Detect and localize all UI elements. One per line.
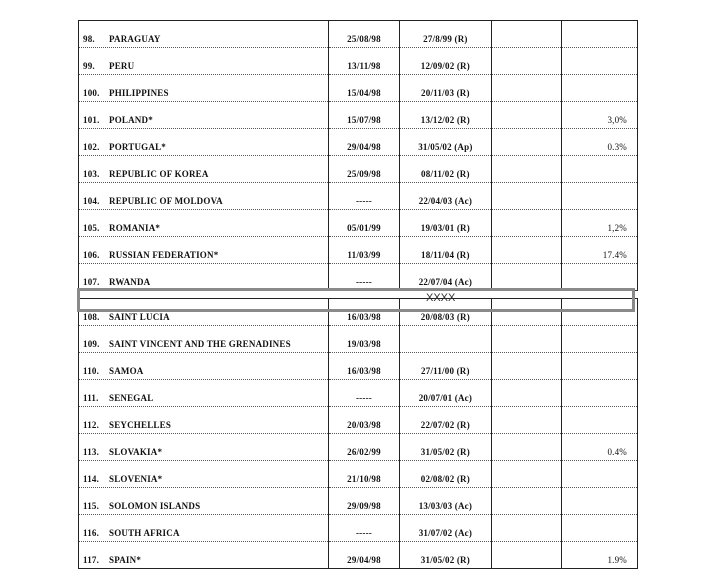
ratification-date: 12/09/02 (R) [399, 48, 491, 75]
ratification-date: 08/11/02 (R) [399, 156, 491, 183]
table-row [79, 75, 638, 102]
emission-share [561, 156, 637, 183]
emission-share [561, 488, 637, 515]
ratification-date: 19/03/01 (R) [399, 210, 491, 237]
table-body [79, 21, 638, 569]
column-4-cell [492, 156, 562, 183]
column-4-cell [492, 299, 562, 326]
table-row [79, 407, 638, 434]
row-number: 99. [83, 61, 95, 71]
row-number: 112. [83, 420, 100, 430]
signature-date: 29/04/98 [329, 542, 399, 569]
ratification-date: 02/08/02 (R) [399, 461, 491, 488]
emission-share: 1,2% [561, 210, 637, 237]
row-number: 116. [83, 528, 100, 538]
table-row [79, 156, 638, 183]
signature-date: 29/04/98 [329, 129, 399, 156]
column-4-cell [492, 264, 562, 291]
signature-date: 25/08/98 [329, 21, 399, 48]
country-name: PARAGUAY [109, 34, 161, 44]
ratification-date: 27/11/00 (R) [399, 353, 491, 380]
table-row [79, 434, 638, 461]
column-4-cell [492, 542, 562, 569]
signature-date: 21/10/98 [329, 461, 399, 488]
signature-date: 25/09/98 [329, 156, 399, 183]
ratification-date: 31/05/02 (R) [399, 542, 491, 569]
row-number: 104. [83, 196, 100, 206]
column-4-cell [492, 353, 562, 380]
emission-share [561, 380, 637, 407]
emission-share: 3,0% [561, 102, 637, 129]
table-row [79, 21, 638, 48]
country-name: PORTUGAL* [109, 142, 166, 152]
emission-share: 0.4% [561, 434, 637, 461]
emission-share [561, 515, 637, 542]
row-number: 103. [83, 169, 100, 179]
emission-share [561, 299, 637, 326]
ratification-date: 13/03/03 (Ac) [399, 488, 491, 515]
country-name: SOLOMON ISLANDS [109, 501, 201, 511]
emission-share [561, 353, 637, 380]
country-name: SAMOA [109, 366, 144, 376]
signature-date: 13/11/98 [329, 48, 399, 75]
row-number: 110. [83, 366, 100, 376]
signature-date: 16/03/98 [329, 353, 399, 380]
row-number: 105. [83, 223, 100, 233]
column-4-cell [492, 461, 562, 488]
signature-date: ----- [329, 264, 399, 291]
ratification-date: 22/07/02 (R) [399, 407, 491, 434]
column-4-cell [492, 75, 562, 102]
signature-date: 29/09/98 [329, 488, 399, 515]
ratification-date: 31/05/02 (Ap) [399, 129, 491, 156]
row-number: 100. [83, 88, 100, 98]
country-name: REPUBLIC OF KOREA [109, 169, 209, 179]
ratification-date-redacted [399, 326, 491, 353]
column-4-cell [492, 210, 562, 237]
emission-share [561, 407, 637, 434]
country-name: PHILIPPINES [109, 88, 169, 98]
ratification-date: 31/07/02 (Ac) [399, 515, 491, 542]
ratification-date: 27/8/99 (R) [399, 21, 491, 48]
country-name: SLOVENIA* [109, 474, 163, 484]
column-4-cell [492, 380, 562, 407]
country-name: SAINT LUCIA [109, 312, 170, 322]
ratification-table [78, 20, 638, 569]
column-4-cell [492, 48, 562, 75]
column-4-cell [492, 434, 562, 461]
signature-date: ----- [329, 380, 399, 407]
country-name: POLAND* [109, 115, 153, 125]
column-4-cell [492, 326, 562, 353]
row-number: 98. [83, 34, 95, 44]
table-row [79, 488, 638, 515]
signature-date: ----- [329, 515, 399, 542]
table-row [79, 48, 638, 75]
signature-date: 05/01/99 [329, 210, 399, 237]
row-number: 113. [83, 447, 100, 457]
row-number: 107. [83, 277, 100, 287]
column-4-cell [492, 183, 562, 210]
table-row [79, 210, 638, 237]
country-name: RUSSIAN FEDERATION* [109, 250, 219, 260]
country-name: SAINT VINCENT AND THE GRENADINES [109, 339, 291, 349]
row-number: 109. [83, 339, 100, 349]
row-number: 115. [83, 501, 100, 511]
signature-date: 20/03/98 [329, 407, 399, 434]
emission-share [561, 21, 637, 48]
row-number: 101. [83, 115, 100, 125]
emission-share [561, 264, 637, 291]
table-row [79, 129, 638, 156]
country-name: RWANDA [109, 277, 151, 287]
table-row [79, 183, 638, 210]
table-row [79, 102, 638, 129]
signature-date: 11/03/99 [329, 237, 399, 264]
table-row [79, 515, 638, 542]
emission-share [561, 461, 637, 488]
row-number: 117. [83, 555, 100, 565]
column-4-cell [492, 237, 562, 264]
ratification-date: 20/08/03 (R) [399, 299, 491, 326]
table-row [79, 237, 638, 264]
row-number: 106. [83, 250, 100, 260]
table-row [79, 353, 638, 380]
section-gap [79, 291, 638, 299]
column-4-cell [492, 21, 562, 48]
redaction-placeholder: XXXX [426, 292, 456, 304]
ratification-date: 20/11/03 (R) [399, 75, 491, 102]
table-row [79, 264, 638, 291]
table-row [79, 380, 638, 407]
row-number: 108. [83, 312, 100, 322]
country-name: SENEGAL [109, 393, 154, 403]
ratification-date: 31/05/02 (R) [399, 434, 491, 461]
row-number: 111. [83, 393, 99, 403]
signature-date: 26/02/99 [329, 434, 399, 461]
ratification-date: 22/07/04 (Ac) [399, 264, 491, 291]
signature-date: 15/04/98 [329, 75, 399, 102]
emission-share: 0.3% [561, 129, 637, 156]
country-name: SLOVAKIA* [109, 447, 163, 457]
table-row-highlighted [79, 326, 638, 353]
ratification-date: 18/11/04 (R) [399, 237, 491, 264]
emission-share [561, 183, 637, 210]
row-number: 102. [83, 142, 100, 152]
ratification-date: 22/04/03 (Ac) [399, 183, 491, 210]
signature-date: 16/03/98 [329, 299, 399, 326]
country-name: SPAIN* [109, 555, 142, 565]
column-4-cell [492, 515, 562, 542]
country-name: PERU [109, 61, 135, 71]
ratification-date: 13/12/02 (R) [399, 102, 491, 129]
emission-share: 17.4% [561, 237, 637, 264]
signature-date: ----- [329, 183, 399, 210]
column-4-cell [492, 407, 562, 434]
column-4-cell [492, 488, 562, 515]
table-row [79, 299, 638, 326]
country-name: ROMANIA* [109, 223, 161, 233]
ratification-date: 20/07/01 (Ac) [399, 380, 491, 407]
table-row [79, 542, 638, 569]
emission-share [561, 75, 637, 102]
emission-share [561, 48, 637, 75]
column-4-cell [492, 102, 562, 129]
emission-share: 1.9% [561, 542, 637, 569]
country-name: SOUTH AFRICA [109, 528, 180, 538]
country-name: REPUBLIC OF MOLDOVA [109, 196, 223, 206]
signature-date: 15/07/98 [329, 102, 399, 129]
table-row [79, 461, 638, 488]
column-4-cell [492, 129, 562, 156]
row-number: 114. [83, 474, 100, 484]
signature-date: 19/03/98 [329, 326, 399, 353]
country-name: SEYCHELLES [109, 420, 172, 430]
emission-share [561, 326, 637, 353]
